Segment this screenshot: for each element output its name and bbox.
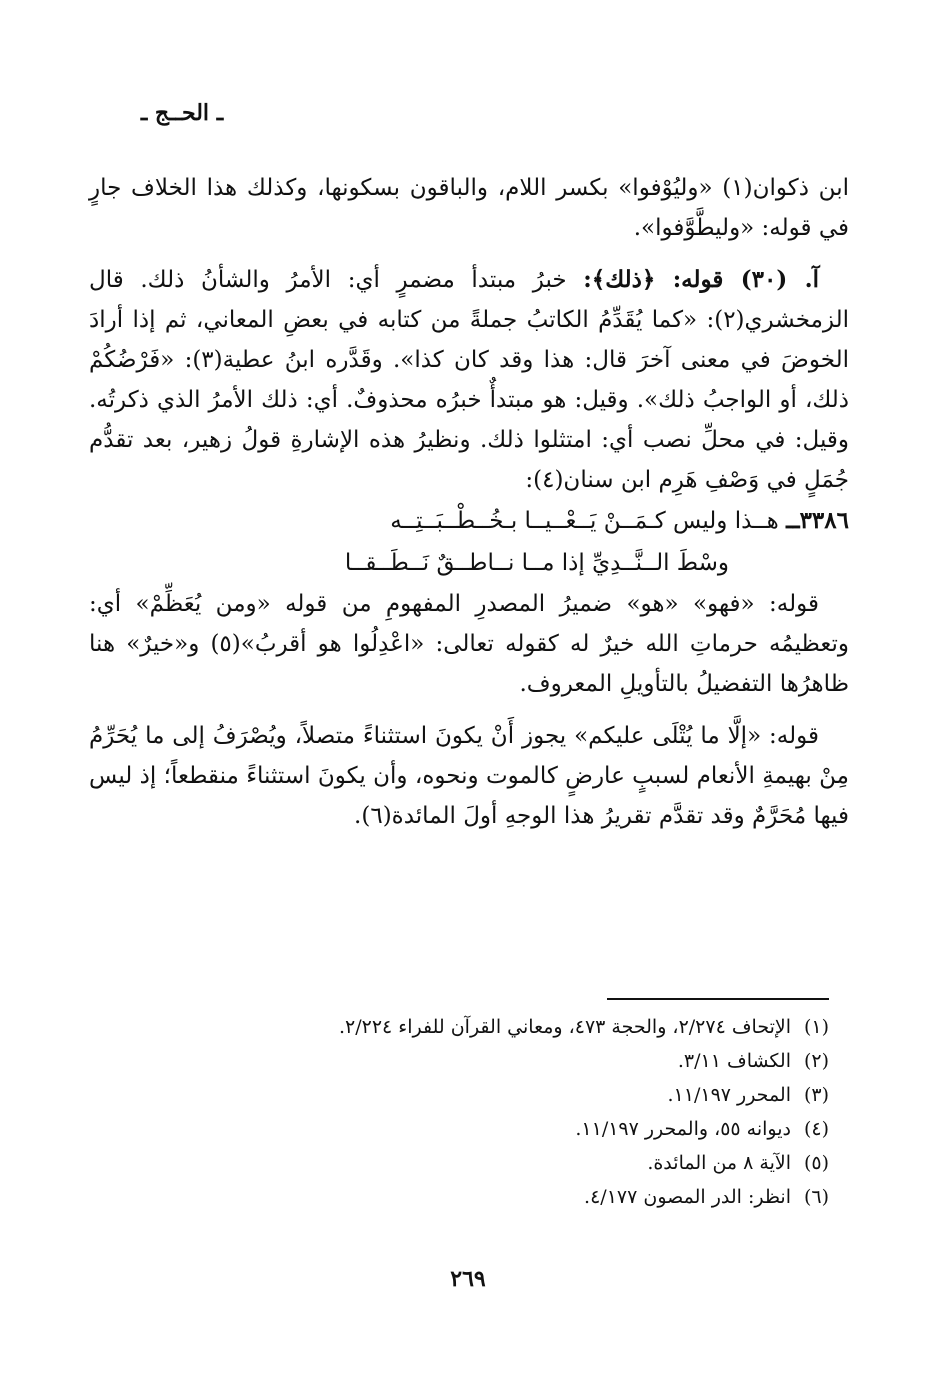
verse-reference-lead: آ. (٣٠) قوله: ﴿ذلك﴾: [583,266,819,293]
footnote-text: ديوانه ٥٥، والمحرر ١١/١٩٧. [575,1118,791,1140]
paragraph-2-text: خبرُ مبتدأ مضمرٍ أي: الأمرُ والشأنُ ذلك. قال الزمخشري(٢): «كما يُقَدِّمُ الكاتبُ جملةً من كتابه في بعضِ المعاني، ثم إذا أرادَ الخوضَ في معنى آخرَ قال: هذا وقد كان كذا». وقَدَّره ابنُ عطية(٣): «فَرْضُكُمْ ذلك، أو الواجبُ ذلك». وقيل: هو مبتدأٌ خبرُه محذوفٌ. أي: ذلك الأمرُ الذي ذكرتُه. وقيل: في محلِّ نصب أي: امتثلوا ذلك. ونظيرُ هذه الإشارةِ قولُ زهير، بعد تقدُّم جُمَلٍ في وَصْفِ هَرِم ابن سنان(٤): [89,267,849,493]
footnotes [269,1010,829,1214]
footnote-4 [269,1112,829,1146]
footnote-number: (٤) [803,1118,829,1140]
footnote-number: (٥) [803,1152,829,1174]
footnote-6 [269,1180,829,1214]
verse-number: ٣٣٨٦ــ [786,507,849,534]
footnote-number: (١) [803,1016,829,1038]
running-header: ـ الحــج ـ [140,100,224,126]
verse-line-1: هــذا وليس كـمَــنْ يَــعْــيــا بـخُــطْــبَــتِــه [390,508,779,534]
paragraph-3: قوله: «فهو» «هو» ضميرُ المصدرِ المفهومِ من قوله «ومن يُعَظِّمْ» أي: وتعظيمُه حرماتِ الله خيرٌ له كقوله تعالى: «اعْدِلُوا هو أقربُ»(٥) و«خيرٌ» هنا ظاهرُها التفضيلُ بالتأويلِ المعروف. [89,591,849,697]
paragraph-2 [89,260,849,500]
footnote-1 [269,1010,829,1044]
footnote-number: (٦) [803,1186,829,1208]
footnote-text: الإتحاف ٢/٢٧٤، والحجة ٤٧٣، ومعاني القرآن للفراء ٢/٢٢٤. [338,1016,791,1038]
main-text [89,168,849,836]
footnote-2 [269,1044,829,1078]
footnote-number: (٣) [803,1084,829,1106]
footnote-number: (٢) [803,1050,829,1072]
footnote-text: المحرر ١١/١٩٧. [667,1084,791,1106]
footnote-text: انظر: الدر المصون ٤/١٧٧. [584,1186,791,1208]
footnote-5 [269,1146,829,1180]
footnote-text: الآية ٨ من المائدة. [647,1152,791,1174]
verse-first-hemistich [89,500,849,542]
footnote-3 [269,1078,829,1112]
paragraph-1: ابن ذكوان(١) «وليُوْفوا» بكسر اللام، والباقون بسكونها، وكذلك هذا الخلاف جارٍ في قوله: «وليطَّوَّفوا». [89,175,849,241]
paragraph-4: قوله: «إلَّا ما يُتْلَى عليكم» يجوز أَنْ يكونَ استثناءً متصلاً، ويُصْرَفُ إلى ما يُحَرِّمُ مِنْ بهيمةِ الأنعام لسببٍ عارضٍ كالموت ونحوه، وأن يكونَ استثناءً منقطعاً؛ إذ ليس فيها مُحَرَّمٌ وقد تقدَّم تقريرُ هذا الوجهِ أولَ المائدة(٦). [89,723,849,829]
page-number: ٢٦٩ [450,1266,486,1292]
poetry-verse [89,500,849,584]
verse-line-2: وسْطَ الــنَّــدِيِّ إذا مــا نــاطــقٌ نَــطَــقــا [344,550,729,576]
footnote-text: الكشاف ٣/١١. [677,1050,791,1072]
footnote-divider [607,998,829,1000]
